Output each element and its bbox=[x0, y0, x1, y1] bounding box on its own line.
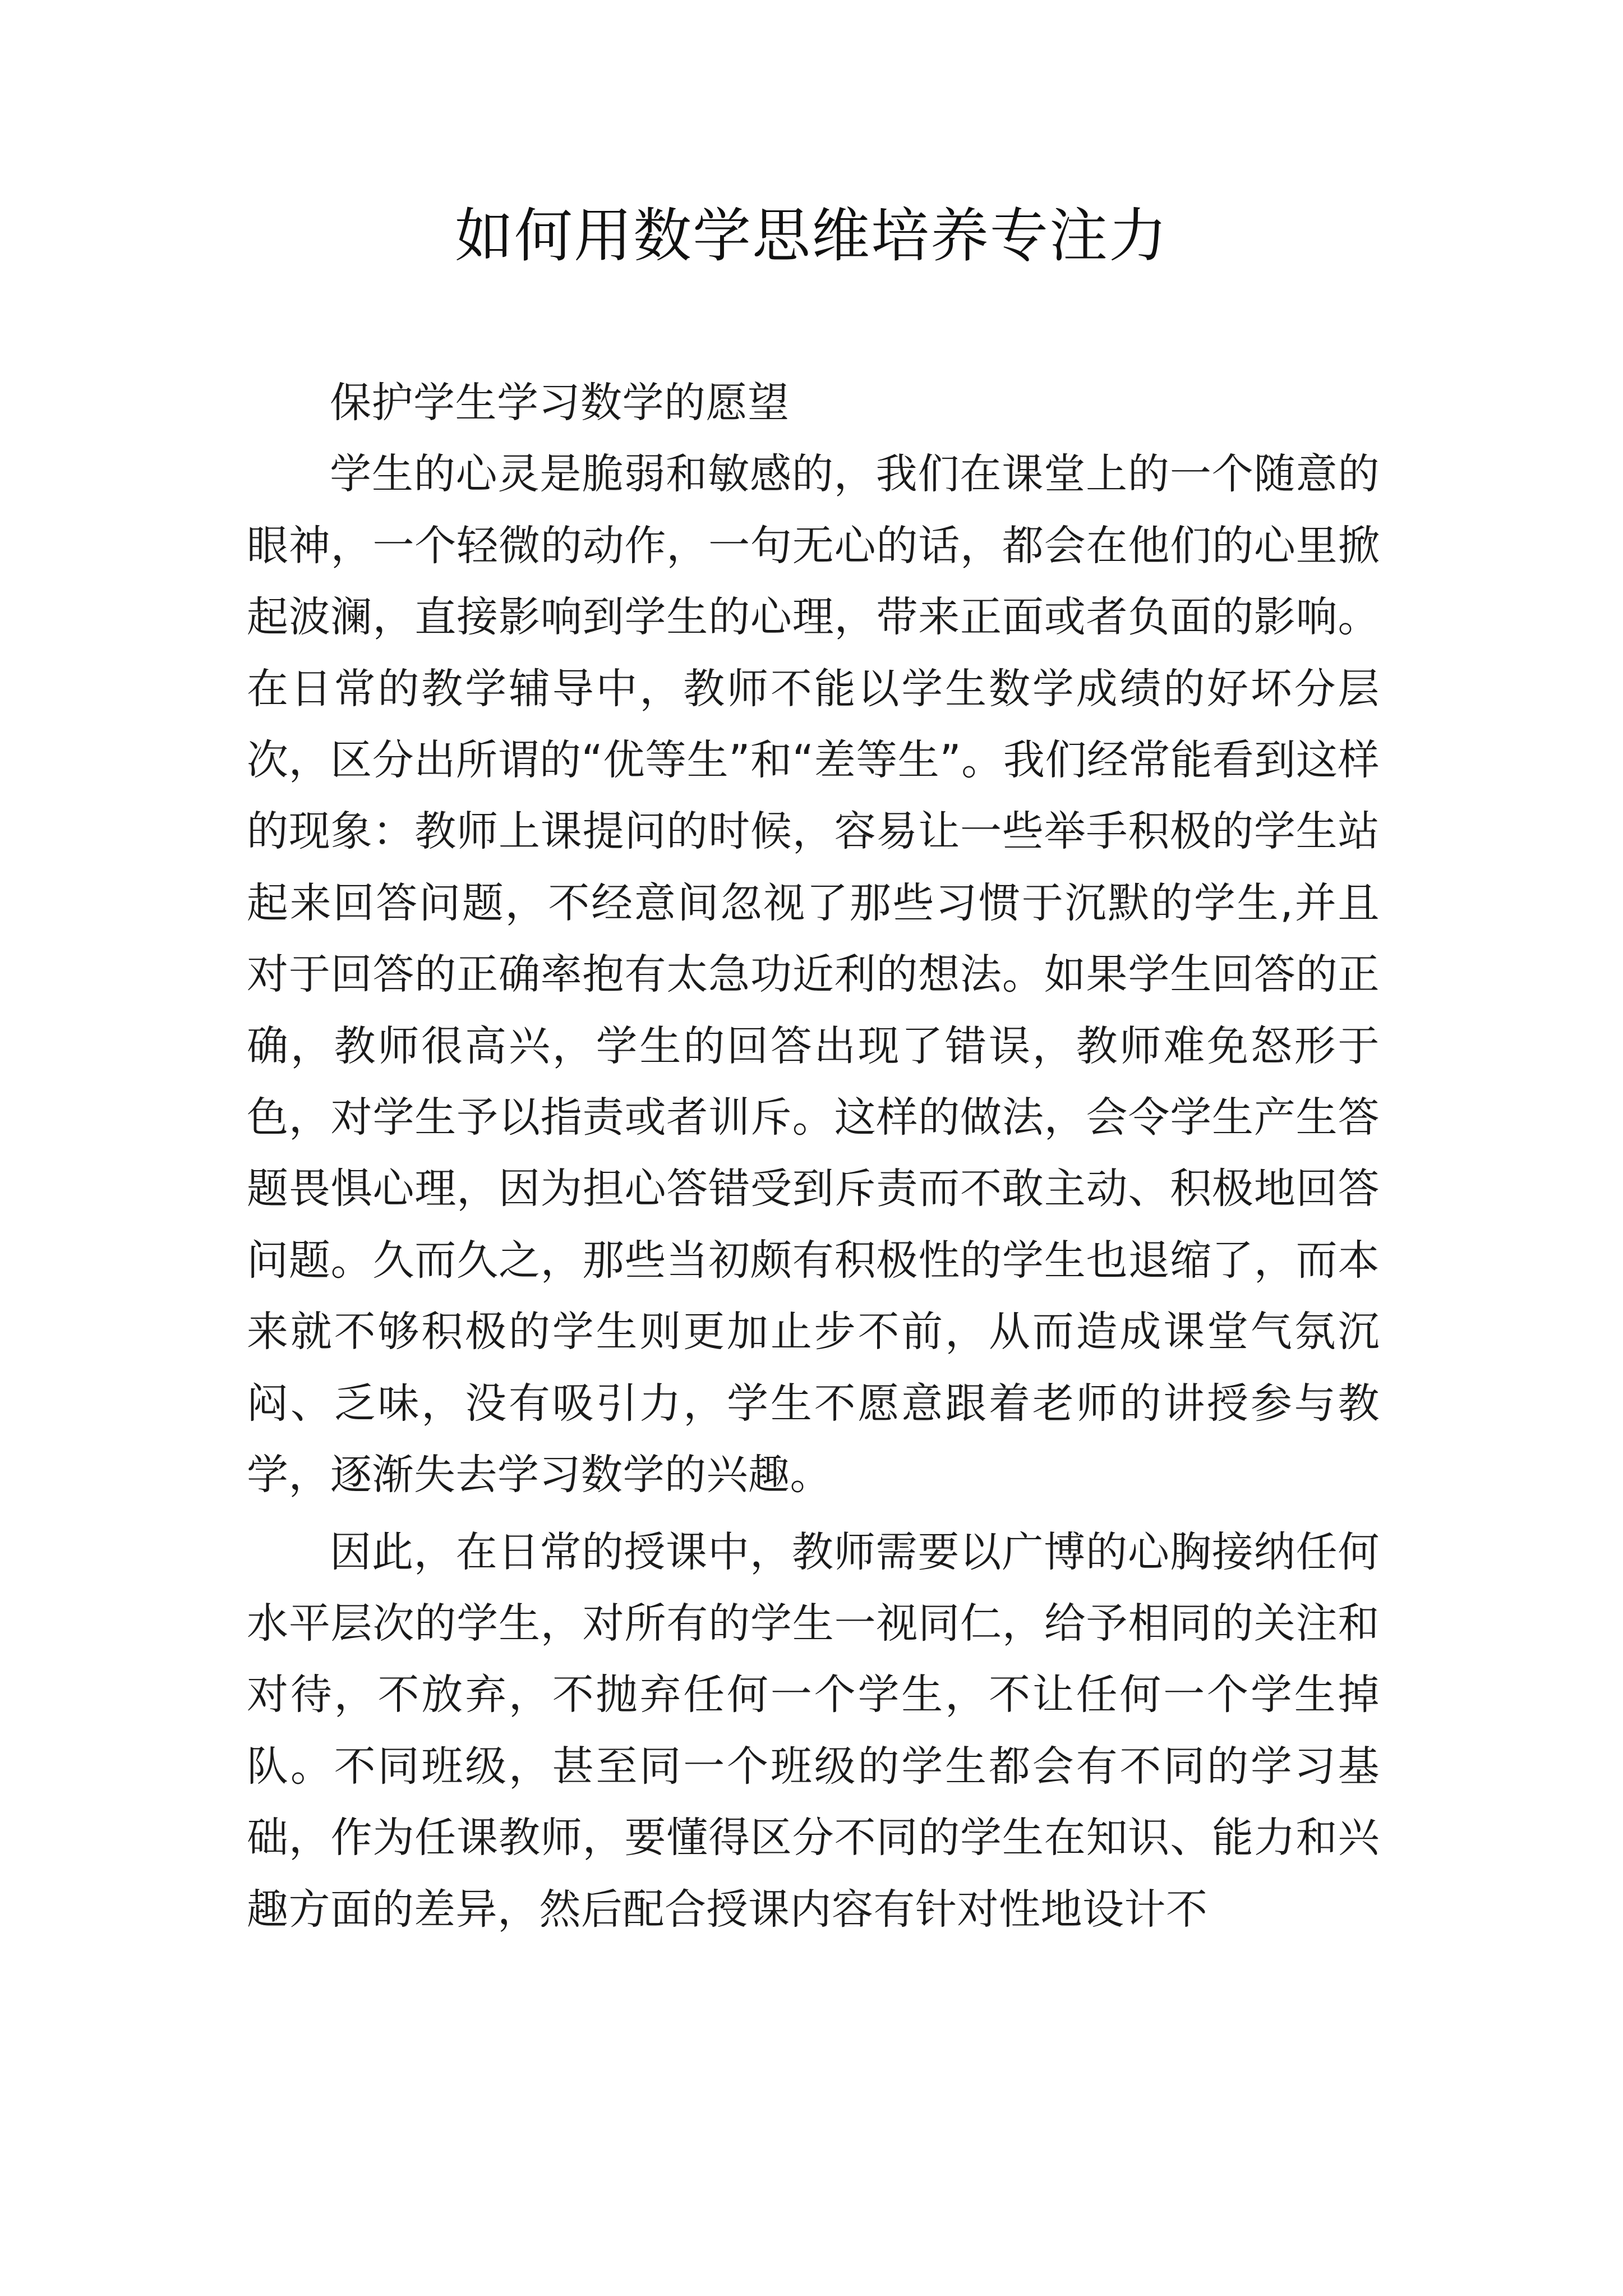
document-title: 如何用数学思维培养专注力 bbox=[454, 201, 1168, 270]
paragraph-spacer bbox=[247, 1511, 1380, 1517]
section-heading: 保护学生学习数学的愿望 bbox=[330, 379, 790, 427]
paragraph-2: 因此，在日常的授课中，教师需要以广博的心胸接纳任何水平层次的学生，对所有的学生一视同仁，给予相同的关注和对待，不放弃，不抛弃任何一个学生，不让任何一个学生掉队。不同班级，甚至同一个班级的学生都会有不同的学习基础，作为任课教师，要懂得区分不同的学生在知识、能力和兴趣方面的差异，然后配合授课内容有针对性地设计不 bbox=[247, 1527, 1380, 1934]
document-body bbox=[247, 367, 1380, 1945]
paragraph-1: 学生的心灵是脆弱和敏感的，我们在课堂上的一个随意的眼神，一个轻微的动作，一句无心的话，都会在他们的心里掀起波澜，直接影响到学生的心理，带来正面或者负面的影响。在日常的教学辅导中，教师不能以学生数学成绩的好坏分层次，区分出所谓的“优等生”和“差等生”。我们经常能看到这样的现象：教师上课提问的时候，容易让一些举手积极的学生站起来回答问题，不经意间忽视了那些习惯于沉默的学生,并且对于回答的正确率抱有太急功近利的想法。如果学生回答的正确，教师很高兴，学生的回答出现了错误，教师难免怒形于色，对学生予以指责或者训斥。这样的做法，会令学生产生答题畏惧心理，因为担心答错受到斥责而不敢主动、积极地回答问题。久而久之，那些当初颇有积极性的学生也退缩了，而本来就不够积极的学生则更加止步不前，从而造成课堂气氛沉闷、乏味，没有吸引力，学生不愿意跟着老师的讲授参与教学，逐渐失去学习数学的兴趣。 bbox=[247, 450, 1380, 1499]
